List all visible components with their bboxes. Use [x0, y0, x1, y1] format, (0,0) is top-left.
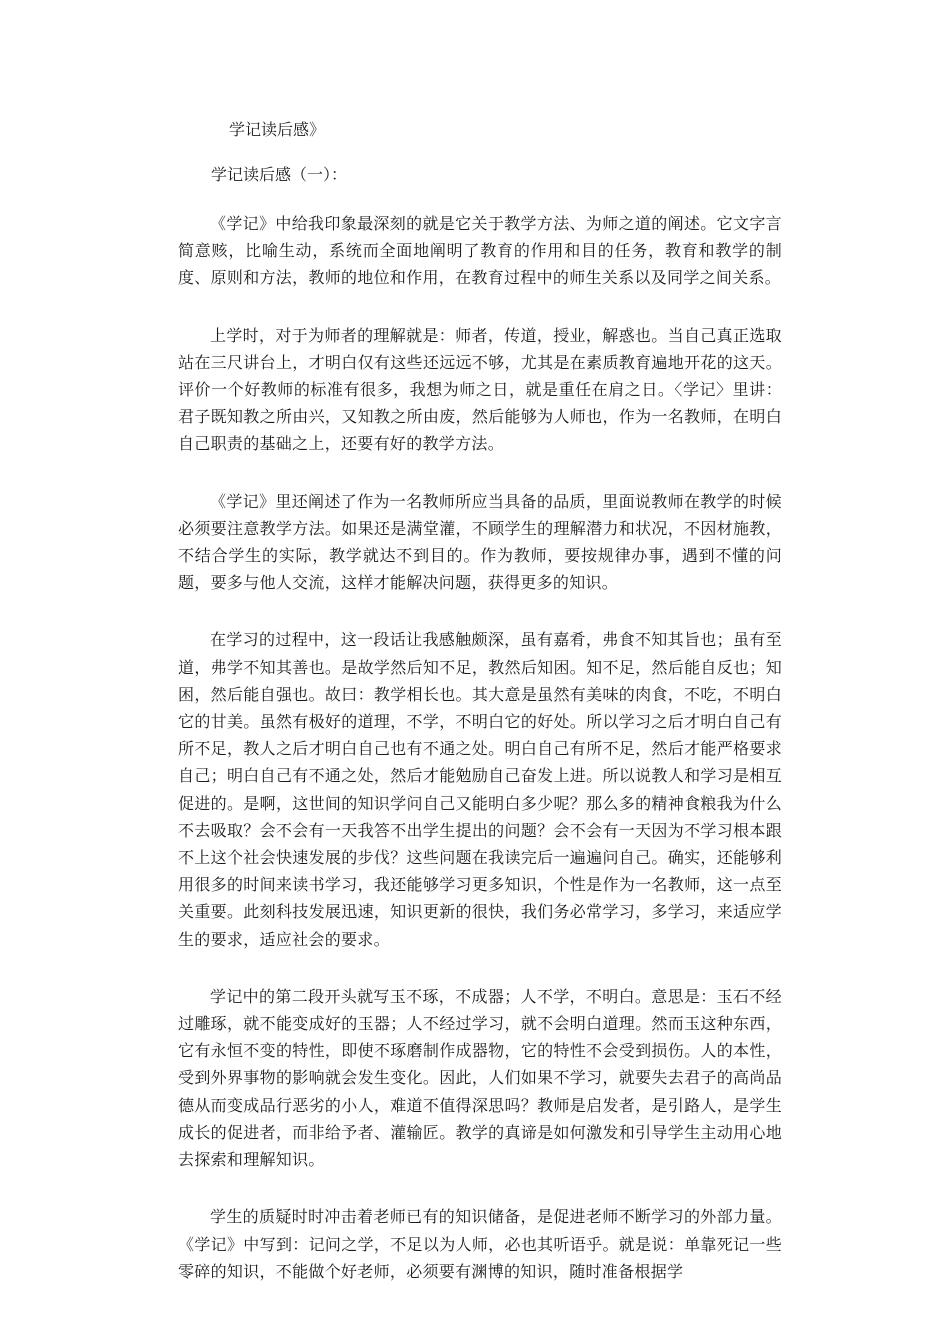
paragraph-6: 学生的质疑时时冲击着老师已有的知识储备，是促进老师不断学习的外部力量。《学记》中写到：记问之学，不足以为人师，必也其听语乎。就是说：单靠死记一些零碎的知识，不能做个好老师，必须要有渊博的知识，随时准备根据学: [178, 1207, 782, 1281]
paragraph-5: 学记中的第二段开头就写玉不琢，不成器；人不学，不明白。意思是：玉石不经过雕琢，就不能变成好的玉器；人不经过学习，就不会明白道理。然而玉这种东西，它有永恒不变的特性，即使不琢磨制作成器物，它的特性不会受到损伤。人的本性，受到外界事物的影响就会发生变化。因此，人们如果不学习，就要失去君子的高尚品德从而变成品行恶劣的小人，难道不值得深思吗？教师是启发者，是引路人，是学生成长的促进者，而非给予者、灌输匠。教学的真谛是如何激发和引导学生主动用心地去探索和理解知识。: [178, 986, 782, 1170]
paragraph-2: 上学时，对于为师者的理解就是：师者，传道，授业，解惑也。当自己真正选取站在三尺讲台上，才明白仅有这些还远远不够，尤其是在素质教育遍地开花的这天。评价一个好教师的标准有很多，我想为师之日，就是重任在肩之日。〈学记〉里讲：君子既知教之所由兴，又知教之所由废，然后能够为人师也，作为一名教师，在明白自己职责的基础之上，还要有好的教学方法。: [178, 325, 782, 454]
document-body: [178, 210, 782, 1315]
document-title: 学记读后感》: [229, 120, 326, 139]
paragraph-3: 《学记》里还阐述了作为一名教师所应当具备的品质，里面说教师在教学的时候必须要注意教学方法。如果还是满堂灌，不顾学生的理解潜力和状况，不因材施教，不结合学生的实际，教学就达不到目的。作为教师，要按规律办事，遇到不懂的问题，要多与他人交流，这样才能解决问题，获得更多的知识。: [178, 491, 782, 593]
section-heading: 学记读后感（一）：: [211, 165, 348, 184]
paragraph-1: 《学记》中给我印象最深刻的就是它关于教学方法、为师之道的阐述。它文字言简意赅，比喻生动，系统而全面地阐明了教育的作用和目的任务，教育和教学的制度、原则和方法，教师的地位和作用，在教育过程中的师生关系以及同学之间关系。: [178, 214, 782, 288]
paragraph-4: 在学习的过程中，这一段话让我感触颇深，虽有嘉肴，弗食不知其旨也；虽有至道，弗学不知其善也。是故学然后知不足，教然后知困。知不足，然后能自反也；知困，然后能自强也。故曰：教学相长也。其大意是虽然有美味的肉食，不吃，不明白它的甘美。虽然有极好的道理，不学，不明白它的好处。所以学习之后才明白自己有所不足，教人之后才明白自己也有不通之处。明白自己有所不足，然后才能严格要求自己；明白自己有不通之处，然后才能勉励自己奋发上进。所以说教人和学习是相互促进的。是啊，这世间的知识学问自己又能明白多少呢？那么多的精神食粮我为什么不去吸取？会不会有一天我答不出学生提出的问题？会不会有一天因为不学习根本跟不上这个社会快速发展的步伐？这些问题在我读完后一遍遍问自己。确实，还能够利用很多的时间来读书学习，我还能够学习更多知识，个性是作为一名教师，这一点至关重要。此刻科技发展迅速，知识更新的很快，我们务必常学习，多学习，来适应学生的要求，适应社会的要求。: [178, 630, 782, 949]
